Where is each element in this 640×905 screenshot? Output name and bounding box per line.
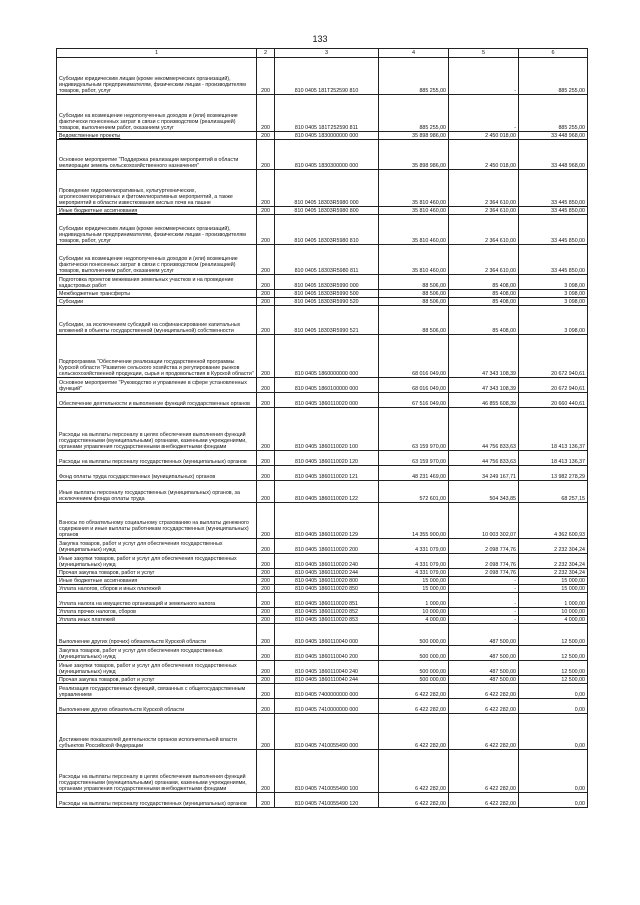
- row-name-cell: Уплата налога на имущество организаций и земельного налога: [57, 593, 257, 608]
- row-name-cell: Расходы на выплаты персоналу в целях обеспечения выполнения функций государственными (муниципальными) органами, казенными учреждениями, органами управления государственными внебюджетными фондами: [57, 750, 257, 793]
- approved-amount-cell: 4 331 079,00: [379, 539, 449, 554]
- row-name-cell: Иные закупки товаров, работ и услуг для обеспечения государственных (муниципальных) нужд: [57, 661, 257, 676]
- budget-classification-code-cell: 810 0405 1860110040 240: [275, 661, 379, 676]
- executed-amount-cell: 6 422 282,00: [449, 699, 519, 714]
- budget-classification-code-cell: 810 0405 1860110020 121: [275, 466, 379, 481]
- budget-classification-code-cell: 810 0405 7410000000 000: [275, 699, 379, 714]
- row-name-cell: Уплата иных платежей: [57, 616, 257, 624]
- budget-classification-code-cell: 810 0405 181T252590 810: [275, 58, 379, 95]
- budget-classification-code-cell: 810 0405 18303R5990 520: [275, 298, 379, 306]
- unexecuted-amount-cell: 0,00: [519, 793, 588, 808]
- budget-classification-code-cell: 810 0405 1860110020 120: [275, 451, 379, 466]
- row-code-cell: 200: [257, 245, 275, 275]
- unexecuted-amount-cell: 885 255,00: [519, 95, 588, 132]
- row-code-cell: 200: [257, 577, 275, 585]
- unexecuted-amount-cell: 4 362 600,93: [519, 503, 588, 539]
- unexecuted-amount-cell: 33 445 850,00: [519, 207, 588, 215]
- column-header: 5: [449, 49, 519, 58]
- unexecuted-amount-cell: 2 232 304,24: [519, 569, 588, 577]
- row-code-cell: 200: [257, 207, 275, 215]
- row-name-cell: Уплата прочих налогов, сборов: [57, 608, 257, 616]
- approved-amount-cell: 88 506,00: [379, 298, 449, 306]
- unexecuted-amount-cell: 20 672 940,61: [519, 378, 588, 393]
- budget-classification-code-cell: 810 0405 181T252590 811: [275, 95, 379, 132]
- table-row: [57, 699, 588, 714]
- row-name-cell: Субсидии: [57, 298, 257, 306]
- table-row: [57, 616, 588, 624]
- approved-amount-cell: 4 331 079,00: [379, 554, 449, 569]
- row-code-cell: 200: [257, 593, 275, 608]
- unexecuted-amount-cell: 15 000,00: [519, 585, 588, 593]
- unexecuted-amount-cell: 3 098,00: [519, 275, 588, 290]
- approved-amount-cell: 6 422 282,00: [379, 793, 449, 808]
- row-name-cell: Выполнение других обязательств Курской области: [57, 699, 257, 714]
- budget-classification-code-cell: 810 0405 18303R5990 521: [275, 306, 379, 335]
- table-body: [57, 58, 588, 808]
- approved-amount-cell: 88 506,00: [379, 290, 449, 298]
- approved-amount-cell: 885 255,00: [379, 95, 449, 132]
- budget-classification-code-cell: 810 0405 18303R5990 000: [275, 275, 379, 290]
- approved-amount-cell: 68 016 049,00: [379, 378, 449, 393]
- row-name-cell: Расходы на выплаты персоналу государственных (муниципальных) органов: [57, 451, 257, 466]
- table-row: [57, 554, 588, 569]
- row-name-cell: Субсидии, за исключением субсидий на софинансирование капитальных вложений в объекты государственной (муниципальной) собственности: [57, 306, 257, 335]
- table-row: [57, 170, 588, 207]
- table-row: [57, 215, 588, 245]
- table-row: [57, 676, 588, 684]
- unexecuted-amount-cell: 33 448 968,00: [519, 140, 588, 170]
- executed-amount-cell: 46 855 608,39: [449, 393, 519, 408]
- row-name-cell: Основное мероприятие "Руководство и управление в сфере установленных функций": [57, 378, 257, 393]
- row-code-cell: 200: [257, 298, 275, 306]
- approved-amount-cell: 6 422 282,00: [379, 684, 449, 699]
- table-row: [57, 466, 588, 481]
- executed-amount-cell: 85 408,00: [449, 275, 519, 290]
- budget-classification-code-cell: 810 0405 1860110020 850: [275, 585, 379, 593]
- row-code-cell: 200: [257, 95, 275, 132]
- table-row: [57, 481, 588, 503]
- budget-classification-code-cell: 810 0405 1860110020 852: [275, 608, 379, 616]
- column-header: 4: [379, 49, 449, 58]
- executed-amount-cell: 2 098 774,76: [449, 569, 519, 577]
- table-row: [57, 95, 588, 132]
- budget-classification-code-cell: 810 0405 1860110040 244: [275, 676, 379, 684]
- approved-amount-cell: 10 000,00: [379, 608, 449, 616]
- unexecuted-amount-cell: 33 448 968,00: [519, 132, 588, 140]
- row-name-cell: Субсидии юридическим лицам (кроме некоммерческих организаций), индивидуальным предпринимателям, физическим лицам - производителям товаров, работ, услуг: [57, 58, 257, 95]
- executed-amount-cell: -: [449, 593, 519, 608]
- budget-classification-code-cell: 810 0405 1860110020 240: [275, 554, 379, 569]
- executed-amount-cell: 44 756 833,63: [449, 408, 519, 451]
- budget-classification-code-cell: 810 0405 1860110020 122: [275, 481, 379, 503]
- column-header: 2: [257, 49, 275, 58]
- executed-amount-cell: -: [449, 585, 519, 593]
- budget-classification-code-cell: 810 0405 18303R5980 800: [275, 207, 379, 215]
- executed-amount-cell: -: [449, 616, 519, 624]
- unexecuted-amount-cell: 68 257,15: [519, 481, 588, 503]
- unexecuted-amount-cell: 885 255,00: [519, 58, 588, 95]
- table-row: [57, 608, 588, 616]
- row-name-cell: Фонд оплаты труда государственных (муниципальных) органов: [57, 466, 257, 481]
- approved-amount-cell: 500 000,00: [379, 676, 449, 684]
- unexecuted-amount-cell: 18 413 136,37: [519, 451, 588, 466]
- executed-amount-cell: 2 364 610,00: [449, 215, 519, 245]
- executed-amount-cell: -: [449, 577, 519, 585]
- row-name-cell: Расходы на выплаты персоналу в целях обеспечения выполнения функций государственными (муниципальными) органами, казенными учреждениями, органами управления государственными внебюджетными фондами: [57, 408, 257, 451]
- row-code-cell: 200: [257, 408, 275, 451]
- approved-amount-cell: 6 422 282,00: [379, 699, 449, 714]
- row-code-cell: 200: [257, 451, 275, 466]
- unexecuted-amount-cell: 12 500,00: [519, 624, 588, 646]
- approved-amount-cell: 572 601,00: [379, 481, 449, 503]
- row-name-cell: Иные бюджетные ассигнования: [57, 577, 257, 585]
- row-code-cell: 200: [257, 608, 275, 616]
- table-row: [57, 624, 588, 646]
- budget-classification-code-cell: 810 0405 18303R5980 811: [275, 245, 379, 275]
- row-code-cell: 200: [257, 290, 275, 298]
- unexecuted-amount-cell: 13 982 278,29: [519, 466, 588, 481]
- row-code-cell: 200: [257, 646, 275, 661]
- approved-amount-cell: 500 000,00: [379, 624, 449, 646]
- table-row: [57, 569, 588, 577]
- unexecuted-amount-cell: 1 000,00: [519, 593, 588, 608]
- row-code-cell: 200: [257, 624, 275, 646]
- executed-amount-cell: 2 450 018,00: [449, 140, 519, 170]
- table-row: [57, 646, 588, 661]
- unexecuted-amount-cell: 33 445 850,00: [519, 170, 588, 207]
- approved-amount-cell: 88 506,00: [379, 275, 449, 290]
- row-name-cell: Проведение гидромелиоративных, культуртехнических, агролесомелиоративных и фитомелиоративных мероприятий, а также мероприятий в области известкования кислых почв на пашне: [57, 170, 257, 207]
- executed-amount-cell: 2 450 018,00: [449, 132, 519, 140]
- budget-classification-code-cell: 810 0405 1830000000 000: [275, 132, 379, 140]
- unexecuted-amount-cell: 12 500,00: [519, 676, 588, 684]
- row-name-cell: Обеспечение деятельности и выполнение функций государственных органов: [57, 393, 257, 408]
- table-row: [57, 207, 588, 215]
- budget-classification-code-cell: 810 0405 1860110020 000: [275, 393, 379, 408]
- row-name-cell: Закупка товаров, работ и услуг для обеспечения государственных (муниципальных) нужд: [57, 646, 257, 661]
- row-name-cell: Взносы по обязательному социальному страхованию на выплаты денежного содержания и иные выплаты работникам государственных (муниципальных) органов: [57, 503, 257, 539]
- row-code-cell: 200: [257, 616, 275, 624]
- row-code-cell: 200: [257, 714, 275, 750]
- executed-amount-cell: 6 422 282,00: [449, 793, 519, 808]
- executed-amount-cell: 10 003 302,07: [449, 503, 519, 539]
- approved-amount-cell: 1 000,00: [379, 593, 449, 608]
- row-name-cell: Субсидии юридическим лицам (кроме некоммерческих организаций), индивидуальным предпринимателям, физическим лицам - производителям товаров, работ, услуг: [57, 215, 257, 245]
- unexecuted-amount-cell: 18 413 136,37: [519, 408, 588, 451]
- budget-classification-code-cell: 810 0405 1860110040 200: [275, 646, 379, 661]
- executed-amount-cell: -: [449, 95, 519, 132]
- budget-classification-code-cell: 810 0405 1860110020 800: [275, 577, 379, 585]
- row-code-cell: 200: [257, 699, 275, 714]
- budget-classification-code-cell: 810 0405 1860110020 244: [275, 569, 379, 577]
- table-row: [57, 408, 588, 451]
- unexecuted-amount-cell: 10 000,00: [519, 608, 588, 616]
- row-name-cell: Прочая закупка товаров, работ и услуг: [57, 569, 257, 577]
- row-code-cell: 200: [257, 684, 275, 699]
- executed-amount-cell: 47 343 108,39: [449, 378, 519, 393]
- row-name-cell: Субсидии на возмещение недополученных доходов и (или) возмещение фактически понесенных затрат в связи с производством (реализацией) товаров, выполнением работ, оказанием услуг: [57, 95, 257, 132]
- table-row: [57, 290, 588, 298]
- row-code-cell: 200: [257, 378, 275, 393]
- budget-classification-code-cell: 810 0405 7410055490 100: [275, 750, 379, 793]
- unexecuted-amount-cell: 0,00: [519, 684, 588, 699]
- row-code-cell: 200: [257, 170, 275, 207]
- row-name-cell: Ведомственные проекты: [57, 132, 257, 140]
- approved-amount-cell: 14 355 900,00: [379, 503, 449, 539]
- table-row: [57, 503, 588, 539]
- unexecuted-amount-cell: 0,00: [519, 750, 588, 793]
- table-row: [57, 750, 588, 793]
- row-name-cell: Иные закупки товаров, работ и услуг для обеспечения государственных (муниципальных) нужд: [57, 554, 257, 569]
- unexecuted-amount-cell: 0,00: [519, 714, 588, 750]
- table-row: [57, 378, 588, 393]
- executed-amount-cell: 6 422 282,00: [449, 714, 519, 750]
- approved-amount-cell: 35 898 986,00: [379, 132, 449, 140]
- executed-amount-cell: 2 098 774,76: [449, 539, 519, 554]
- row-code-cell: 200: [257, 306, 275, 335]
- approved-amount-cell: 4 000,00: [379, 616, 449, 624]
- unexecuted-amount-cell: 12 500,00: [519, 646, 588, 661]
- approved-amount-cell: 35 810 460,00: [379, 170, 449, 207]
- column-header: 6: [519, 49, 588, 58]
- row-name-cell: Достижение показателей деятельности органов исполнительной власти субъектов Российской Федерации: [57, 714, 257, 750]
- budget-classification-code-cell: 810 0405 1860000000 000: [275, 335, 379, 378]
- budget-classification-code-cell: 810 0405 1860110040 000: [275, 624, 379, 646]
- table-row: [57, 132, 588, 140]
- budget-classification-code-cell: 810 0405 18303R5990 500: [275, 290, 379, 298]
- budget-classification-code-cell: 810 0405 7410055490 000: [275, 714, 379, 750]
- row-code-cell: 200: [257, 503, 275, 539]
- table-row: [57, 539, 588, 554]
- table-row: [57, 245, 588, 275]
- table-row: [57, 661, 588, 676]
- row-code-cell: 200: [257, 539, 275, 554]
- approved-amount-cell: 500 000,00: [379, 661, 449, 676]
- unexecuted-amount-cell: 3 098,00: [519, 290, 588, 298]
- budget-classification-code-cell: 810 0405 1860110020 100: [275, 408, 379, 451]
- unexecuted-amount-cell: 33 445 850,00: [519, 215, 588, 245]
- executed-amount-cell: 6 422 282,00: [449, 750, 519, 793]
- approved-amount-cell: 6 422 282,00: [379, 714, 449, 750]
- table-row: [57, 585, 588, 593]
- unexecuted-amount-cell: 0,00: [519, 699, 588, 714]
- approved-amount-cell: 35 810 460,00: [379, 207, 449, 215]
- row-code-cell: 200: [257, 275, 275, 290]
- row-name-cell: Основное мероприятие "Поддержка реализации мероприятий в области мелиорации земель сельскохозяйственного назначения": [57, 140, 257, 170]
- row-name-cell: Выполнение других (прочих) обязательств Курской области: [57, 624, 257, 646]
- approved-amount-cell: 67 516 049,00: [379, 393, 449, 408]
- executed-amount-cell: 487 500,00: [449, 676, 519, 684]
- approved-amount-cell: 885 255,00: [379, 58, 449, 95]
- table-row: [57, 298, 588, 306]
- unexecuted-amount-cell: 2 232 304,24: [519, 554, 588, 569]
- approved-amount-cell: 35 898 986,00: [379, 140, 449, 170]
- row-name-cell: Субсидии на возмещение недополученных доходов и (или) возмещение фактически понесенных затрат в связи с производством (реализацией) товаров, выполнением работ, оказанием услуг: [57, 245, 257, 275]
- approved-amount-cell: 6 422 282,00: [379, 750, 449, 793]
- unexecuted-amount-cell: 2 232 304,24: [519, 539, 588, 554]
- row-code-cell: 200: [257, 215, 275, 245]
- unexecuted-amount-cell: 33 445 850,00: [519, 245, 588, 275]
- row-code-cell: 200: [257, 58, 275, 95]
- executed-amount-cell: 2 364 610,00: [449, 207, 519, 215]
- unexecuted-amount-cell: 20 672 940,61: [519, 335, 588, 378]
- approved-amount-cell: 15 000,00: [379, 585, 449, 593]
- row-code-cell: 200: [257, 661, 275, 676]
- column-header: 1: [57, 49, 257, 58]
- executed-amount-cell: 2 364 610,00: [449, 245, 519, 275]
- executed-amount-cell: 44 756 833,63: [449, 451, 519, 466]
- row-name-cell: Реализация государственных функций, связанных с общегосударственным управлением: [57, 684, 257, 699]
- column-header: 3: [275, 49, 379, 58]
- row-code-cell: 200: [257, 132, 275, 140]
- budget-classification-code-cell: 810 0405 1860110020 200: [275, 539, 379, 554]
- unexecuted-amount-cell: 12 500,00: [519, 661, 588, 676]
- budget-classification-code-cell: 810 0405 18303R5980 000: [275, 170, 379, 207]
- row-code-cell: 200: [257, 393, 275, 408]
- table-row: [57, 577, 588, 585]
- approved-amount-cell: 48 231 469,00: [379, 466, 449, 481]
- row-code-cell: 200: [257, 335, 275, 378]
- row-name-cell: Иные выплаты персоналу государственных (муниципальных) органов, за исключением фонда оплаты труда: [57, 481, 257, 503]
- row-name-cell: Уплата налогов, сборов и иных платежей: [57, 585, 257, 593]
- approved-amount-cell: 35 810 460,00: [379, 215, 449, 245]
- budget-classification-code-cell: 810 0405 1830300000 000: [275, 140, 379, 170]
- row-code-cell: 200: [257, 481, 275, 503]
- approved-amount-cell: 35 810 460,00: [379, 245, 449, 275]
- unexecuted-amount-cell: 15 000,00: [519, 577, 588, 585]
- budget-classification-code-cell: 810 0405 18303R5980 810: [275, 215, 379, 245]
- table-row: [57, 275, 588, 290]
- budget-classification-code-cell: 810 0405 1860100000 000: [275, 378, 379, 393]
- approved-amount-cell: 88 506,00: [379, 306, 449, 335]
- unexecuted-amount-cell: 3 098,00: [519, 306, 588, 335]
- budget-classification-code-cell: 810 0405 1860110020 853: [275, 616, 379, 624]
- table-row: [57, 714, 588, 750]
- row-code-cell: 200: [257, 676, 275, 684]
- row-code-cell: 200: [257, 569, 275, 577]
- unexecuted-amount-cell: 20 660 440,61: [519, 393, 588, 408]
- approved-amount-cell: 68 016 049,00: [379, 335, 449, 378]
- budget-classification-code-cell: 810 0405 7410055490 120: [275, 793, 379, 808]
- executed-amount-cell: 34 249 167,71: [449, 466, 519, 481]
- executed-amount-cell: 504 343,85: [449, 481, 519, 503]
- column-number-row: [57, 49, 588, 58]
- executed-amount-cell: 2 364 610,00: [449, 170, 519, 207]
- row-name-cell: Иные бюджетные ассигнования: [57, 207, 257, 215]
- table-row: [57, 335, 588, 378]
- unexecuted-amount-cell: 4 000,00: [519, 616, 588, 624]
- approved-amount-cell: 63 159 970,00: [379, 451, 449, 466]
- approved-amount-cell: 4 331 079,00: [379, 569, 449, 577]
- row-name-cell: Подготовка проектов межевания земельных участков и на проведение кадастровых работ: [57, 275, 257, 290]
- row-code-cell: 200: [257, 466, 275, 481]
- table-row: [57, 393, 588, 408]
- row-code-cell: 200: [257, 793, 275, 808]
- row-code-cell: 200: [257, 750, 275, 793]
- row-code-cell: 200: [257, 140, 275, 170]
- executed-amount-cell: 2 098 774,76: [449, 554, 519, 569]
- budget-classification-code-cell: 810 0405 1860110020 851: [275, 593, 379, 608]
- row-name-cell: Расходы на выплаты персоналу государственных (муниципальных) органов: [57, 793, 257, 808]
- executed-amount-cell: 47 343 108,39: [449, 335, 519, 378]
- executed-amount-cell: 85 408,00: [449, 298, 519, 306]
- executed-amount-cell: -: [449, 58, 519, 95]
- row-code-cell: 200: [257, 585, 275, 593]
- approved-amount-cell: 500 000,00: [379, 646, 449, 661]
- executed-amount-cell: 487 500,00: [449, 661, 519, 676]
- budget-execution-table: [56, 48, 588, 808]
- budget-classification-code-cell: 810 0405 1860110020 129: [275, 503, 379, 539]
- row-name-cell: Подпрограмма "Обеспечение реализации государственной программы Курской области "Развитие сельского хозяйства и регулирование рынков сельскохозяйственной продукции, сырья и продовольствия в Курской области": [57, 335, 257, 378]
- table-row: [57, 793, 588, 808]
- table-row: [57, 451, 588, 466]
- approved-amount-cell: 15 000,00: [379, 577, 449, 585]
- budget-classification-code-cell: 810 0405 7400000000 000: [275, 684, 379, 699]
- table-row: [57, 306, 588, 335]
- table-row: [57, 593, 588, 608]
- approved-amount-cell: 63 159 970,00: [379, 408, 449, 451]
- row-name-cell: Закупка товаров, работ и услуг для обеспечения государственных (муниципальных) нужд: [57, 539, 257, 554]
- executed-amount-cell: 85 408,00: [449, 306, 519, 335]
- unexecuted-amount-cell: 3 098,00: [519, 298, 588, 306]
- executed-amount-cell: 85 408,00: [449, 290, 519, 298]
- executed-amount-cell: -: [449, 608, 519, 616]
- executed-amount-cell: 487 500,00: [449, 646, 519, 661]
- table-row: [57, 684, 588, 699]
- executed-amount-cell: 487 500,00: [449, 624, 519, 646]
- table-row: [57, 58, 588, 95]
- row-code-cell: 200: [257, 554, 275, 569]
- page-number: 133: [312, 34, 328, 44]
- executed-amount-cell: 6 422 282,00: [449, 684, 519, 699]
- table-row: [57, 140, 588, 170]
- row-name-cell: Межбюджетные трансферты: [57, 290, 257, 298]
- row-name-cell: Прочая закупка товаров, работ и услуг: [57, 676, 257, 684]
